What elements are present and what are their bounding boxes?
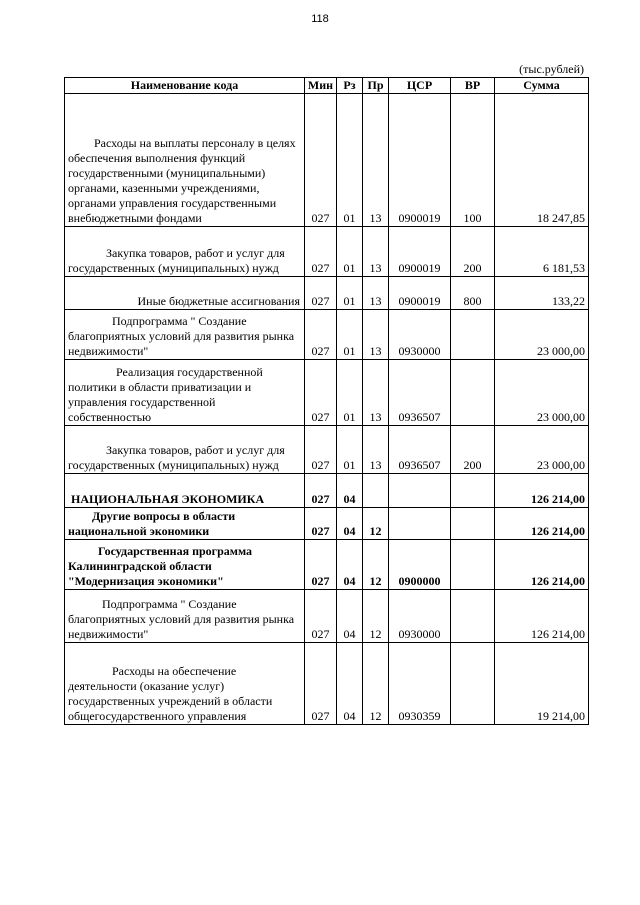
row-name: Закупка товаров, работ и услуг для государственных (муниципальных) нужд xyxy=(65,426,305,474)
row-csr: 0936507 xyxy=(389,360,451,426)
row-csr: 0900019 xyxy=(389,227,451,277)
header-csr: ЦСР xyxy=(389,78,451,94)
header-vr: ВР xyxy=(451,78,495,94)
row-sum: 126 214,00 xyxy=(495,540,589,590)
row-pr: 13 xyxy=(363,277,389,310)
row-vr: 200 xyxy=(451,227,495,277)
row-csr xyxy=(389,508,451,540)
row-min: 027 xyxy=(305,360,337,426)
row-name: Подпрограмма " Создание благоприятных условий для развития рынка недвижимости" xyxy=(65,310,305,360)
row-vr xyxy=(451,590,495,643)
row-name: НАЦИОНАЛЬНАЯ ЭКОНОМИКА xyxy=(65,474,305,508)
table-row xyxy=(65,360,589,426)
row-vr xyxy=(451,540,495,590)
row-sum: 23 000,00 xyxy=(495,426,589,474)
row-vr: 200 xyxy=(451,426,495,474)
row-name: Расходы на выплаты персоналу в целях обеспечения выполнения функций государственными (муниципальными) органами, казенными учреждениями, органами управления государственными внебюджетными фондами xyxy=(65,94,305,227)
row-sum: 18 247,85 xyxy=(495,94,589,227)
row-name: Подпрограмма " Создание благоприятных условий для развития рынка недвижимости" xyxy=(65,590,305,643)
row-name: Государственная программа Калининградской области "Модернизация экономики" xyxy=(65,540,305,590)
table-row xyxy=(65,227,589,277)
row-sum: 6 181,53 xyxy=(495,227,589,277)
row-min: 027 xyxy=(305,227,337,277)
table-row xyxy=(65,426,589,474)
row-min: 027 xyxy=(305,643,337,725)
row-csr: 0900019 xyxy=(389,277,451,310)
row-sum: 126 214,00 xyxy=(495,474,589,508)
row-min: 027 xyxy=(305,474,337,508)
row-min: 027 xyxy=(305,508,337,540)
row-min: 027 xyxy=(305,310,337,360)
header-name: Наименование кода xyxy=(65,78,305,94)
row-vr xyxy=(451,508,495,540)
row-vr xyxy=(451,360,495,426)
row-vr: 800 xyxy=(451,277,495,310)
row-vr: 100 xyxy=(451,94,495,227)
row-csr: 0930359 xyxy=(389,643,451,725)
table-row xyxy=(65,643,589,725)
table-row xyxy=(65,540,589,590)
row-rz: 01 xyxy=(337,277,363,310)
row-min: 027 xyxy=(305,94,337,227)
row-rz: 01 xyxy=(337,227,363,277)
header-sum: Сумма xyxy=(495,78,589,94)
budget-table xyxy=(64,77,589,725)
row-pr: 13 xyxy=(363,310,389,360)
row-rz: 01 xyxy=(337,426,363,474)
table-row xyxy=(65,310,589,360)
table-row xyxy=(65,590,589,643)
row-name: Реализация государственной политики в области приватизации и управления государственной собственностью xyxy=(65,360,305,426)
row-pr xyxy=(363,474,389,508)
units-label: (тыс.рублей) xyxy=(519,62,584,76)
row-pr: 13 xyxy=(363,227,389,277)
table-row xyxy=(65,474,589,508)
row-min: 027 xyxy=(305,540,337,590)
row-vr xyxy=(451,643,495,725)
row-pr: 12 xyxy=(363,643,389,725)
row-sum: 19 214,00 xyxy=(495,643,589,725)
row-rz: 01 xyxy=(337,94,363,227)
row-min: 027 xyxy=(305,590,337,643)
row-sum: 23 000,00 xyxy=(495,310,589,360)
row-min: 027 xyxy=(305,277,337,310)
row-rz: 04 xyxy=(337,643,363,725)
row-sum: 126 214,00 xyxy=(495,590,589,643)
row-sum: 133,22 xyxy=(495,277,589,310)
table-row xyxy=(65,508,589,540)
header-min: Мин xyxy=(305,78,337,94)
page-number: 118 xyxy=(311,13,329,25)
row-pr: 12 xyxy=(363,590,389,643)
row-sum: 126 214,00 xyxy=(495,508,589,540)
header-pr: Пр xyxy=(363,78,389,94)
row-rz: 04 xyxy=(337,508,363,540)
row-vr xyxy=(451,310,495,360)
row-rz: 04 xyxy=(337,474,363,508)
row-csr: 0900000 xyxy=(389,540,451,590)
row-sum: 23 000,00 xyxy=(495,360,589,426)
row-csr xyxy=(389,474,451,508)
row-csr: 0930000 xyxy=(389,590,451,643)
row-csr: 0930000 xyxy=(389,310,451,360)
row-rz: 04 xyxy=(337,590,363,643)
row-vr xyxy=(451,474,495,508)
row-pr: 13 xyxy=(363,94,389,227)
row-rz: 04 xyxy=(337,540,363,590)
row-pr: 12 xyxy=(363,508,389,540)
header-rz: Рз xyxy=(337,78,363,94)
row-pr: 12 xyxy=(363,540,389,590)
row-rz: 01 xyxy=(337,310,363,360)
row-csr: 0900019 xyxy=(389,94,451,227)
row-pr: 13 xyxy=(363,426,389,474)
row-csr: 0936507 xyxy=(389,426,451,474)
table-header-row xyxy=(65,78,589,94)
table-row xyxy=(65,94,589,227)
row-name: Иные бюджетные ассигнования xyxy=(65,277,305,310)
row-min: 027 xyxy=(305,426,337,474)
row-name: Закупка товаров, работ и услуг для государственных (муниципальных) нужд xyxy=(65,227,305,277)
row-name: Другие вопросы в области национальной экономики xyxy=(65,508,305,540)
row-name: Расходы на обеспечение деятельности (оказание услуг) государственных учреждений в области общегосударственного управления xyxy=(65,643,305,725)
row-pr: 13 xyxy=(363,360,389,426)
row-rz: 01 xyxy=(337,360,363,426)
table-row xyxy=(65,277,589,310)
